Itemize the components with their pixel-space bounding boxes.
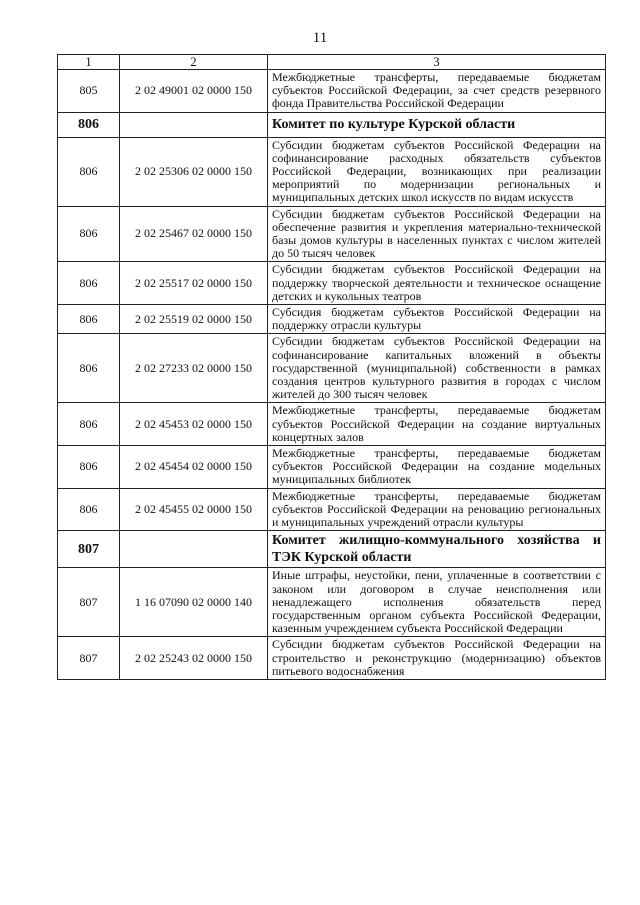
description-cell: Межбюджетные трансферты, передаваемые бюджетам субъектов Российской Федерации на реновацию региональных и муниципальных учреждений отрасли культуры	[268, 488, 606, 531]
revenue-code-cell: 2 02 25467 02 0000 150	[120, 206, 268, 262]
admin-code-cell: 806	[58, 403, 120, 446]
table-header-row	[58, 55, 606, 70]
table-row	[58, 488, 606, 531]
admin-code-cell: 805	[58, 70, 120, 113]
revenue-code-cell: 2 02 25519 02 0000 150	[120, 305, 268, 334]
description-cell: Комитет по культуре Курской области	[268, 112, 606, 137]
revenue-code-cell: 1 16 07090 02 0000 140	[120, 568, 268, 637]
table-row	[58, 262, 606, 305]
description-cell: Субсидии бюджетам субъектов Российской Федерации на обеспечение развития и укрепления материально-технической базы домов культуры в населенных пунктах с числом жителей до 50 тысяч человек	[268, 206, 606, 262]
revenue-code-cell: 2 02 25517 02 0000 150	[120, 262, 268, 305]
table-row	[58, 137, 606, 206]
admin-code-cell: 806	[58, 137, 120, 206]
description-cell: Субсидия бюджетам субъектов Российской Федерации на поддержку отрасли культуры	[268, 305, 606, 334]
description-cell: Субсидии бюджетам субъектов Российской Федерации на строительство и реконструкцию (модернизацию) объектов питьевого водоснабжения	[268, 637, 606, 680]
revenue-code-cell: 2 02 45454 02 0000 150	[120, 446, 268, 489]
revenue-code-cell: 2 02 25306 02 0000 150	[120, 137, 268, 206]
column-header-1: 1	[58, 55, 120, 70]
table-row	[58, 568, 606, 637]
description-cell: Субсидии бюджетам субъектов Российской Федерации на поддержку творческой деятельности и техническое оснащение детских и кукольных театров	[268, 262, 606, 305]
revenue-code-cell: 2 02 45453 02 0000 150	[120, 403, 268, 446]
budget-classification-table	[57, 54, 606, 680]
admin-code-cell: 806	[58, 488, 120, 531]
page-number: 11	[312, 30, 328, 46]
revenue-code-cell: 2 02 45455 02 0000 150	[120, 488, 268, 531]
description-cell: Межбюджетные трансферты, передаваемые бюджетам субъектов Российской Федерации, за счет средств резервного фонда Правительства Российской Федерации	[268, 70, 606, 113]
description-cell: Субсидии бюджетам субъектов Российской Федерации на софинансирование расходных обязательств субъектов Российской Федерации, возникающих при реализации мероприятий по модернизации региональных и муниципальных детских школ искусств по видам искусств	[268, 137, 606, 206]
revenue-code-cell	[120, 112, 268, 137]
table-row	[58, 446, 606, 489]
admin-code-cell: 806	[58, 334, 120, 403]
committee-row	[58, 531, 606, 568]
description-cell: Межбюджетные трансферты, передаваемые бюджетам субъектов Российской Федерации на создание виртуальных концертных залов	[268, 403, 606, 446]
admin-code-cell: 806	[58, 112, 120, 137]
revenue-code-cell: 2 02 27233 02 0000 150	[120, 334, 268, 403]
admin-code-cell: 807	[58, 568, 120, 637]
description-cell: Межбюджетные трансферты, передаваемые бюджетам субъектов Российской Федерации на создание модельных муниципальных библиотек	[268, 446, 606, 489]
column-header-2: 2	[120, 55, 268, 70]
table-row	[58, 334, 606, 403]
table-row	[58, 403, 606, 446]
revenue-code-cell: 2 02 25243 02 0000 150	[120, 637, 268, 680]
admin-code-cell: 806	[58, 206, 120, 262]
table-row	[58, 305, 606, 334]
table-row	[58, 637, 606, 680]
description-cell: Иные штрафы, неустойки, пени, уплаченные в соответствии с законом или договором в случае неисполнения или ненадлежащего исполнения обязательств перед государственным органом субъекта Российской Федерации, казенным учреждением субъекта Российской Федерации	[268, 568, 606, 637]
admin-code-cell: 806	[58, 305, 120, 334]
committee-row	[58, 112, 606, 137]
admin-code-cell: 806	[58, 446, 120, 489]
admin-code-cell: 806	[58, 262, 120, 305]
description-cell: Субсидии бюджетам субъектов Российской Федерации на софинансирование капитальных вложений в объекты государственной (муниципальной) собственности в рамках создания центров культурного развития в городах с числом жителей до 300 тысяч человек	[268, 334, 606, 403]
column-header-3: 3	[268, 55, 606, 70]
admin-code-cell: 807	[58, 531, 120, 568]
revenue-code-cell: 2 02 49001 02 0000 150	[120, 70, 268, 113]
description-cell: Комитет жилищно-коммунального хозяйства и ТЭК Курской области	[268, 531, 606, 568]
table-row	[58, 70, 606, 113]
revenue-code-cell	[120, 531, 268, 568]
table-row	[58, 206, 606, 262]
admin-code-cell: 807	[58, 637, 120, 680]
